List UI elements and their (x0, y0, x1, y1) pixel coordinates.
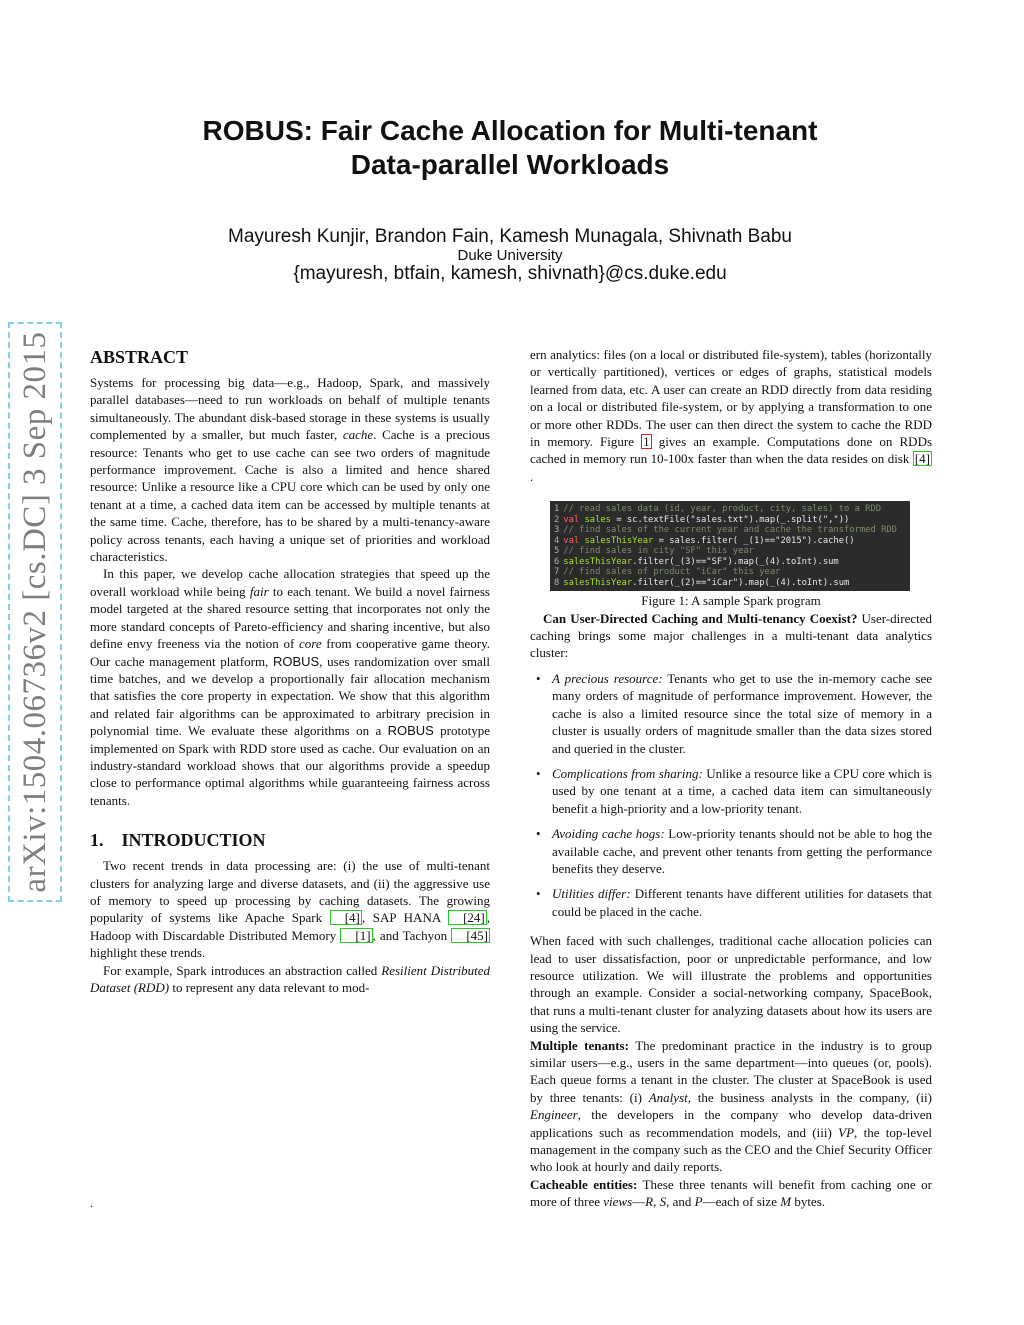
citation-link[interactable]: [1] (340, 928, 372, 943)
figure-reference-link[interactable]: 1 (643, 434, 650, 450)
right-column (530, 346, 932, 1211)
code-line: 6 salesThisYear.filter(_(3)=="SF").map(_(4).toInt).sum (554, 556, 839, 567)
spark-code-figure (550, 501, 910, 591)
author-list: Mayuresh Kunjir, Brandon Fain, Kamesh Munagala, Shivnath Babu (228, 226, 792, 247)
multiple-tenants-paragraph: Multiple tenants: The predominant practice in the industry is to group similar users—e.g., users in the same department—into queues (or, pools). Each queue forms a tenant in the cluster. The cluster at SpaceBook is used by three tenants: (i) Analyst, the business analysts in the company, (ii) Engineer, the developers in the company who develop data-driven applications such as recommendation models, and (iii) VP, the top-level management in the company such as the CEO and the Chief Security Officer who look at hourly and daily reports. (530, 1037, 932, 1175)
list-item: • A precious resource: Tenants who get to use the in-memory cache see many orders of magnitude of performance improvement. However, the cache is also a limited resource since the total size of memory in a cluster is usually orders of magnitude smaller than the data sizes stored and queried in the cluster. (536, 670, 932, 756)
introduction-heading: 1. INTRODUCTION (90, 830, 266, 851)
robus-name: ROBUS (387, 723, 434, 739)
citation-link[interactable]: [45] (451, 928, 490, 943)
list-item: • Utilities differ: Different tenants have different utilities for datasets that could be placed in the cache. (536, 886, 932, 919)
bullet-icon: • (536, 826, 541, 842)
intro-paragraph-4: When faced with such challenges, traditional cache allocation policies can lead to user dissatisfaction, poor or unpredictable performance, and low resource utilization. We will illustrate the problems and opportunities through an example. Consider a social-networking company, SpaceBook, that runs a multi-tenant cluster for analyzing datasets about how its users are using the service. (530, 933, 932, 1036)
code-line: 1 // read sales data (id, year, product, city, sales) to a RDD (554, 504, 882, 515)
code-line: 7 // find sales of product "iCar" this year (554, 567, 781, 578)
challenges-paragraph: Can User-Directed Caching and Multi-tenancy Coexist? User-directed caching brings some major challenges in a multi-tenant data analytics cluster: (530, 610, 932, 661)
author-emails: {mayuresh, btfain, kamesh, shivnath}@cs.duke.edu (293, 263, 727, 284)
challenges-list (530, 670, 932, 920)
list-item: • Avoiding cache hogs: Low-priority tenants should not be able to hog the available cache, and prevent other tenants from getting the performance benefits they deserve. (536, 826, 932, 876)
title-line-1: ROBUS: Fair Cache Allocation for Multi-tenant (202, 115, 818, 146)
bullet-icon: • (536, 886, 541, 902)
list-item: • Complications from sharing: Unlike a resource like a CPU core which is used by one tenant at a time, a cached data item can simultaneously benefit a high-priority and a low-priority tenant. (536, 765, 932, 816)
code-line: 3 // find sales of the current year and cache the transformed RDD (554, 525, 897, 536)
left-column (90, 346, 490, 996)
citation-link[interactable]: [24] (448, 910, 487, 925)
intro-paragraph-1: Two recent trends in data processing are: (i) the use of multi-tenant clusters for analyzing large and diverse datasets, and (ii) the aggressive use of memory to speed up processing by caching datasets. The growing popularity of systems like Apache Spark [4] , SAP HANA [24] , Hadoop with Discardable Distributed Memory [1] , and Tachyon [45] highlight these trends. (90, 858, 490, 961)
abstract-paragraph-2: In this paper, we develop cache allocation strategies that speed up the overall workload while being fair to each tenant. We build a novel fairness model targeted at the shared resource setting that incorporates not only the more standard concepts of Pareto-efficiency and sharing incentive, but also define envy freeness via the notion of core from cooperative game theory. Our cache management platform, ROBUS, uses randomization over small time batches, and we develop a proportionally fair allocation mechanism that satisfies the core property in expectation. We show that this algorithm and related fair algorithms can be approximated to arbitrary precision in polynomial time. We evaluate these algorithms on a ROBUS prototype implemented on Spark with RDD store used as cache. Our evaluation on an industry-standard workload shows that our algorithms provide a speedup close to performance optimal algorithms while guaranteeing fairness across tenants. (90, 566, 491, 808)
arxiv-identifier-stamp[interactable]: arXiv:1504.06736v2 [cs.DC] 3 Sep 2015 (8, 322, 62, 902)
code-line: 4 val salesThisYear = sales.filter( _(1)=="2015").cache() (554, 535, 855, 546)
code-line: 5 // find sales in city "SF" this year (554, 546, 754, 557)
citation-link[interactable]: [4] (914, 451, 930, 467)
paper-title (150, 114, 870, 182)
abstract-heading: ABSTRACT (90, 347, 189, 367)
bullet-icon: • (536, 670, 541, 686)
affiliation: Duke University (457, 247, 563, 264)
cacheable-entities-paragraph: Cacheable entities: These three tenants will benefit from caching one or more of three views—R, S, and P—each of size M bytes. (530, 1176, 933, 1210)
intro-paragraph-3: ern analytics: files (on a local or distributed file-system), tables (horizontally or vertically partitioned), vertices or edges of graphs, statistical models learned from data, etc. A user can create an RDD directly from data residing on a local or distributed file-system, or by applying a transformation to one or more other RDDs. The user can then direct the system to cache the RDD in memory. Figure 1 gives an example. Computations done on RDDs cached in memory run 10-100x faster than when the data resides on disk [4]. (530, 347, 933, 484)
figure-caption: Figure 1: A sample Spark program (641, 593, 821, 609)
code-line: 2 val sales = sc.textFile("sales.txt").map(_.split(",")) (554, 514, 850, 525)
citation-link[interactable]: [4] (330, 910, 362, 925)
bullet-icon: • (536, 765, 541, 781)
intro-paragraph-2: For example, Spark introduces an abstraction called Resilient Distributed Dataset (RDD) to represent any data relevant to mod- (90, 962, 490, 995)
code-line: 8 salesThisYear.filter(_(2)=="iCar").map(_(4).toInt).sum (554, 577, 850, 588)
robus-name: ROBUS (273, 653, 320, 669)
title-line-2: Data-parallel Workloads (350, 149, 670, 180)
page-footer-mark: . (90, 1196, 93, 1210)
abstract-paragraph-1: Systems for processing big data—e.g., Hadoop, Spark, and massively parallel databases—need to run workloads on behalf of multiple tenants simultaneously. The abundant disk-based storage in these systems is usually complemented by a smaller, but much faster, cache. Cache is a precious resource: Tenants who get to use cache can see two orders of magnitude performance improvement. Cache is also a limited and hence shared resource: Unlike a resource like a CPU core which can be used by only one tenant at a time, a cached data item can be accessed by multiple tenants at the same time. Cache, therefore, has to be shared by a multi-tenancy-aware policy across tenants, each having a unique set of priorities and workload characteristics. (90, 375, 490, 565)
